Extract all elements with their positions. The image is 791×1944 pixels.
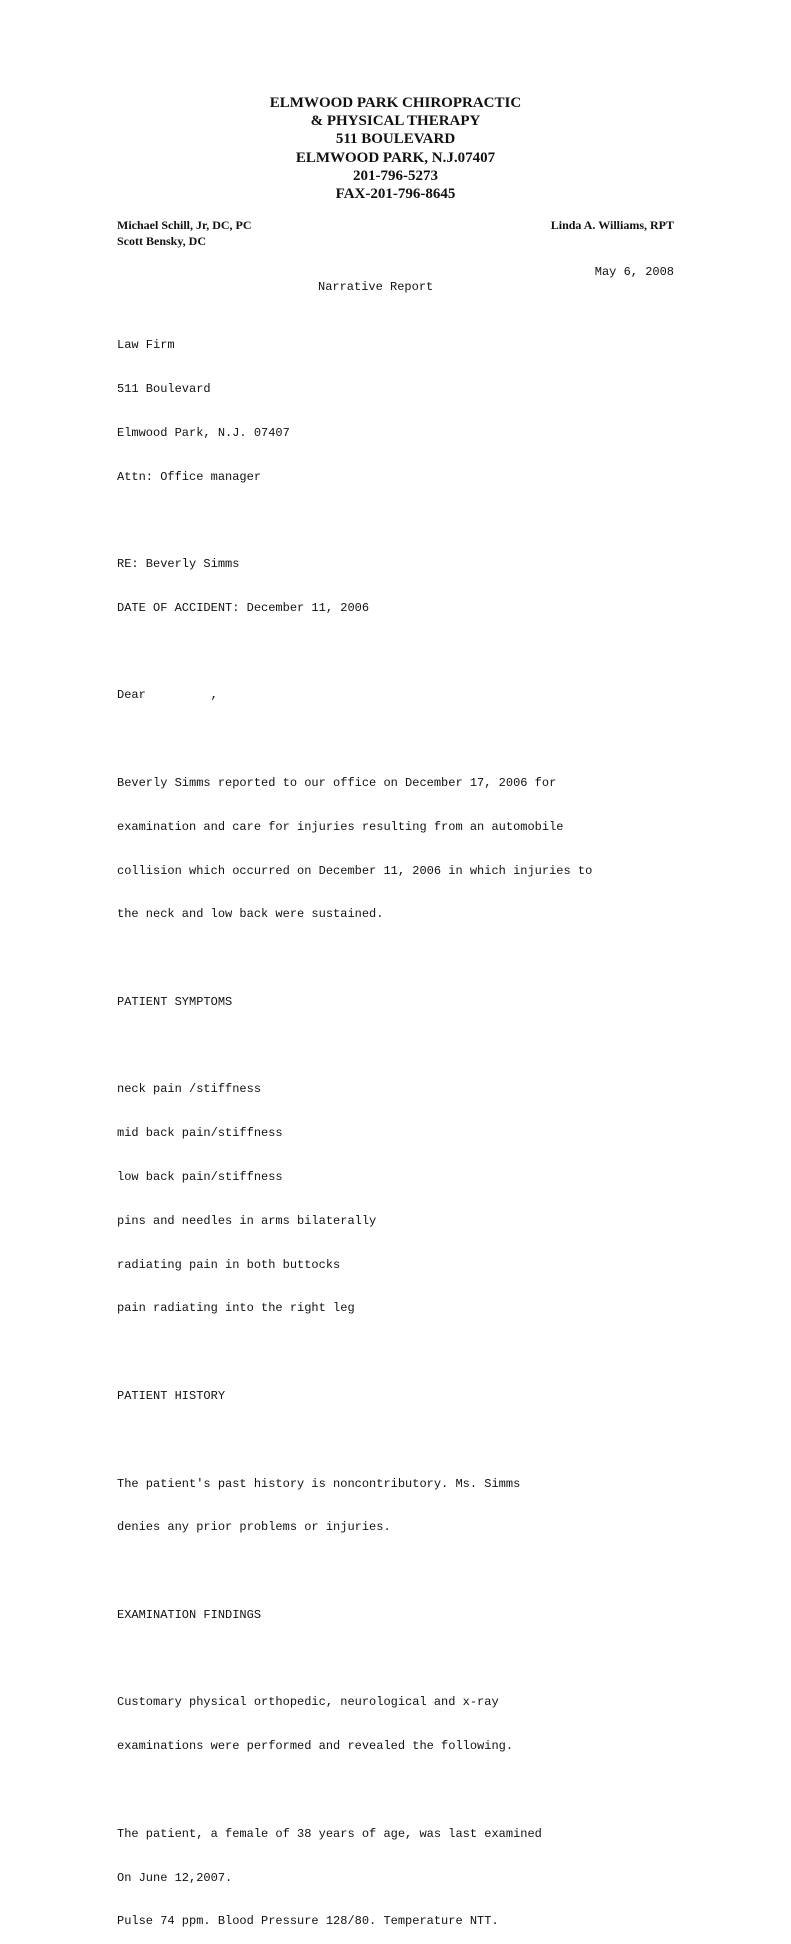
intro-line: Beverly Simms reported to our office on December 17, 2006 for [117,776,557,790]
section-heading-exam: EXAMINATION FINDINGS [117,1607,262,1622]
intro-line: examination and care for injuries resulting from an automobile [117,819,564,834]
address-line: 511 Boulevard [117,381,211,396]
clinic-name: ELMWOOD PARK CHIROPRACTIC [269,95,522,111]
clinic-city: ELMWOOD PARK, N.J.07407 [295,149,496,166]
intro-line: collision which occurred on December 11, 2006 in which injuries to [117,863,593,878]
salutation: Dear , [117,688,218,703]
accident-date-line: DATE OF ACCIDENT: December 11, 2006 [117,600,370,615]
staff-name: Michael Schill, Jr, DC, PC [117,218,252,232]
staff-right [551,218,674,234]
exam-line: Customary physical orthopedic, neurological and x-ray [117,1695,499,1710]
letterhead [0,94,791,203]
staff-name: Scott Bensky, DC [117,233,207,248]
staff-left [117,218,252,249]
address-line: Elmwood Park, N.J. 07407 [117,425,290,440]
staff-name: Linda A. Williams, RPT [550,218,674,232]
letter-body [117,309,717,1944]
clinic-phone: 201-796-5273 [353,167,438,184]
clinic-subtitle: & PHYSICAL THERAPY [310,113,481,130]
address-line: Law Firm [117,338,175,353]
letter-date: May 6, 2008 [594,265,674,279]
exam-line: Pulse 74 ppm. Blood Pressure 128/80. Temperature NTT. [117,1914,499,1929]
symptom-item: pins and needles in arms bilaterally [117,1213,377,1228]
clinic-street: 511 BOULEVARD [335,131,456,148]
report-title: Narrative Report [318,280,434,294]
symptom-item: pain radiating into the right leg [117,1301,355,1316]
exam-line: The patient, a female of 38 years of age, was last examined [117,1826,542,1841]
section-heading-symptoms: PATIENT SYMPTOMS [117,994,233,1009]
history-line: denies any prior problems or injuries. [117,1520,391,1535]
exam-line: examinations were performed and revealed the following. [117,1739,514,1754]
clinic-fax: FAX-201-796-8645 [335,186,456,203]
address-line: Attn: Office manager [117,469,262,484]
symptom-item: radiating pain in both buttocks [117,1257,341,1272]
symptom-item: low back pain/stiffness [117,1170,283,1185]
symptom-item: mid back pain/stiffness [117,1126,283,1141]
history-line: The patient's past history is noncontributory. Ms. Simms [117,1476,521,1491]
re-line: RE: Beverly Simms [117,557,240,572]
intro-line: the neck and low back were sustained. [117,907,384,922]
section-heading-history: PATIENT HISTORY [117,1388,226,1403]
symptom-item: neck pain /stiffness [117,1082,262,1097]
exam-line: On June 12,2007. [117,1870,233,1885]
